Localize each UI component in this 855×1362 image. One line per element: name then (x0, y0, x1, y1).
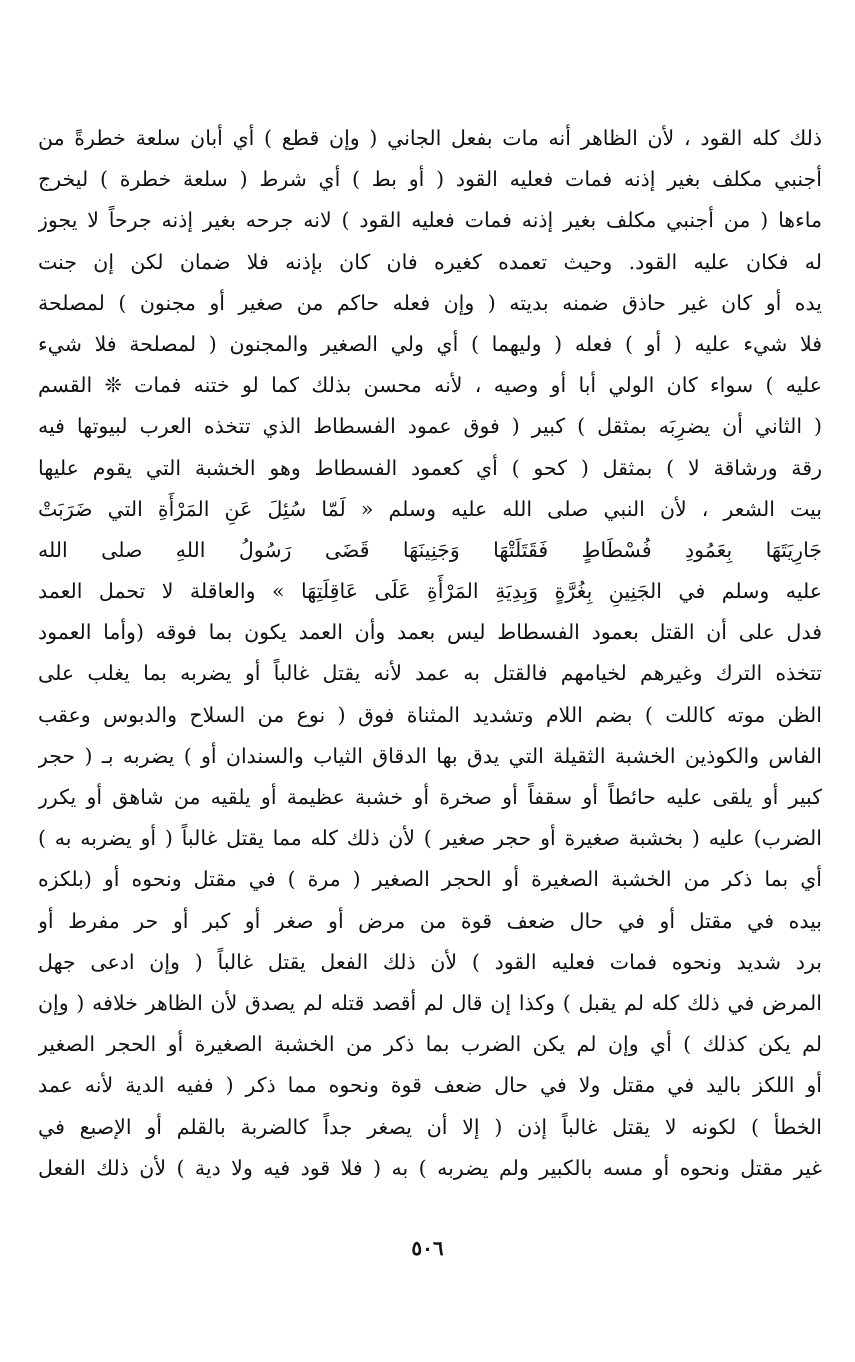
text-line-19: أي بما ذكر من الخشبة الصغيرة أو الحجر الصغير ( مرة ) في مقتل ونحوه أو (بلكزه (38, 867, 822, 892)
text-line-14: تتخذه الترك وغيرهم لخيامهم فالقتل به عمد لأنه يقتل غالباً أو يضربه بما يغلب على (38, 661, 822, 686)
text-line-15: الظن موته كاللت ) بضم اللام وتشديد المثناة فوق ( نوع من السلاح والدبوس وعقب (38, 702, 822, 727)
body-text (38, 118, 822, 1189)
text-line-25: الخطأ ) لكونه لا يقتل غالباً إذن ( إلا أن يصغر جداً كالضربة بالقلم أو الإصبع في (38, 1114, 822, 1139)
text-line-3: ماءها ( من أجنبي مكلف بغير إذنه فمات فعليه القود ) لانه جرحه بغير إذنه جرحاً لا يجوز (38, 208, 822, 233)
text-line-1: ذلك كله القود ، لأن الظاهر أنه مات بفعل الجاني ( وإن قطع ) أي أبان سلعة خطرةً من (38, 126, 822, 150)
text-line-4: له فكان عليه القود. وحيث تعمده كغيره فان كان بإذنه فلا ضمان لكن إن جنت (38, 249, 822, 274)
text-line-6: فلا شيء عليه ( أو ) فعله ( وليهما ) أي ولي الصغير والمجنون ( لمصلحة فلا شيء (38, 331, 822, 356)
text-line-18: الضرب) عليه ( بخشبة صغيرة أو حجر صغير ) لأن ذلك كله مما يقتل غالباً ( أو يضربه به ) (38, 826, 822, 851)
text-line-21: برد شديد ونحوه فمات فعليه القود ) لأن ذلك الفعل يقتل غالباً ( وإن ادعى جهل (38, 949, 822, 974)
text-line-13: فدل على أن القتل بعمود الفسطاط ليس بعمد وأن العمد يكون بما فوقه (وأما العمود (38, 620, 822, 645)
text-line-26: غير مقتل ونحوه أو مسه بالكبير ولم يضربه ) به ( فلا قود فيه ولا دية ) لأن ذلك الفعل (38, 1155, 822, 1180)
text-line-10: بيت الشعر ، لأن النبي صلى الله عليه وسلم « لَمّا سُئِلَ عَنِ المَرْأَةِ التي ضَرَبَتْ (38, 496, 822, 521)
text-line-16: الفاس والكوذين الخشبة الثقيلة التي يدق بها الدقاق الثياب والسندان أو ) يضربه بـ ( حجر (38, 743, 822, 768)
text-line-17: كبير أو يلقى عليه حائطاً أو سقفاً أو صخرة أو خشبة عظيمة أو يلقيه من شاهق أو يكرر (38, 785, 822, 809)
text-line-24: أو اللكز باليد في مقتل ولا في حال ضعف قوة ونحوه مما ذكر ( ففيه الدية لأنه عمد (38, 1073, 822, 1098)
text-line-20: بيده في مقتل أو في حال ضعف قوة من مرض أو صغر أو كبر أو حر مفرط أو (38, 908, 822, 933)
text-line-12: عليه وسلم في الجَنِينِ بِغُرَّةٍ وَبِدِيَةِ المَرْأَةِ عَلَى عَاقِلَتِهَا » والعاقلة لا تحمل العمد (38, 579, 822, 604)
text-line-11: جَارِيَتَهَا بِعَمُودِ فُسْطَاطٍ فَقَتَلَتْهَا وَجَنِينَهَا قَضَى رَسُولُ اللهِ صلى الله (38, 537, 822, 562)
text-line-9: رقة ورشاقة لا ) بمثقل ( كحو ) أي كعمود الفسطاط وهو الخشبة التي يقوم عليها (38, 455, 822, 480)
text-line-7: عليه ) سواء كان الولي أبا أو وصيه ، لأنه محسن بذلك كما لو ختنه فمات ❊ القسم (38, 373, 822, 398)
text-line-22: المرض في ذلك كله لم يقبل ) وكذا إن قال لم أقصد قتله لم يصدق لأن الظاهر خلافه ( وإن (38, 990, 822, 1015)
text-line-2: أجنبي مكلف بغير إذنه فمات فعليه القود ( أو بط ) أي شرط ( سلعة خطرة ) ليخرج (38, 167, 822, 192)
text-line-5: يده أو كان غير حاذق ضمنه بديته ( وإن فعله حاكم من صغير أو مجنون ) لمصلحة (38, 290, 822, 315)
text-line-8: ( الثاني أن يضرِبَه بمثقل ) كبير ( فوق عمود الفسطاط الذي تتخذه العرب لبيوتها فيه (38, 414, 822, 439)
page-number: ٥٠٦ (411, 1236, 444, 1260)
text-line-23: لم يكن كذلك ) أي وإن لم يكن الضرب بما ذكر من الخشبة الصغيرة أو الحجر الصغير (38, 1032, 822, 1057)
